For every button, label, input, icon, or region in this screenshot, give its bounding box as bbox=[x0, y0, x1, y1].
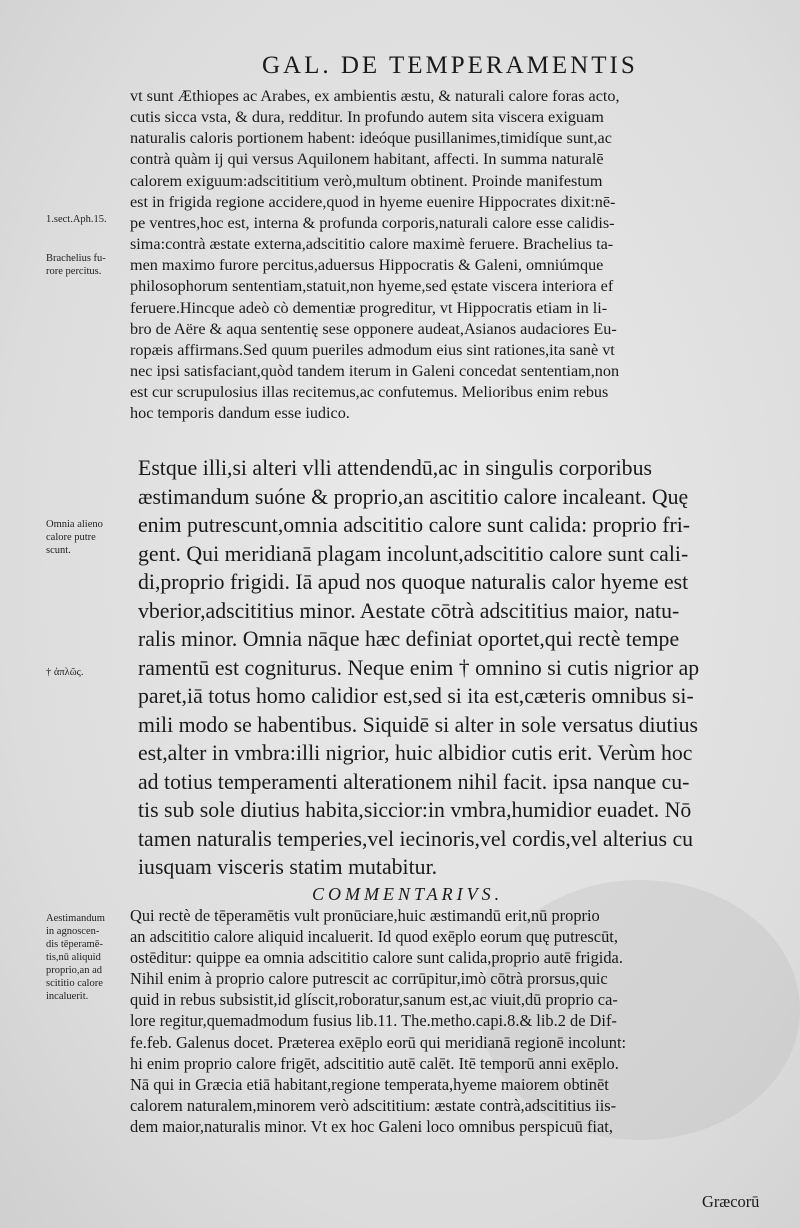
margin-note-omnia-alieno bbox=[46, 518, 103, 557]
text-line: philosophorum sententiam,statuit,non hyeme,sed ęstate viscera interiora ef bbox=[130, 277, 614, 296]
text-line: dis tēperamē- bbox=[46, 939, 103, 950]
text-line: Qui rectè de tēperamētis vult pronūciare,huic æstimandū erit,nū proprio bbox=[130, 906, 600, 925]
text-line: paret,iā totus homo calidior est,sed si ita est,cæteris omnibus si- bbox=[138, 684, 694, 708]
text-line: ostēditur: quippe ea omnia adscititio calore sunt calida,proprio autē frigida. bbox=[130, 948, 623, 968]
text-line: ralis minor. Omnia nāque hæc definiat oportet,qui rectè tempe bbox=[138, 627, 680, 651]
text-line: quid in rebus subsistit,id glíscit,roboratur,sanum est,ac viuit,dū proprio ca- bbox=[130, 990, 618, 1010]
text-line: enim putrescunt,omnia adscititio calore sunt calida: proprio fri- bbox=[138, 513, 691, 537]
margin-note-haplos bbox=[46, 666, 83, 679]
paragraph-1 bbox=[130, 86, 778, 425]
text-line: gent. Qui meridianā plagam incolunt,adscititio calore sunt cali- bbox=[138, 541, 689, 566]
text-line: bro de Aëre & aqua sententię sese opponere audeat,Asianos audaciores Eu- bbox=[130, 319, 617, 338]
text-line: calorem exiguum:adscititium verò,multum obtinent. Proinde manifestum bbox=[130, 171, 603, 190]
text-line: scunt. bbox=[46, 545, 71, 556]
text-line: tis,nū aliquid bbox=[46, 952, 101, 963]
text-line: iusquam visceris statim mutabitur. bbox=[138, 855, 438, 879]
text-line: incaluerit. bbox=[46, 991, 89, 1002]
text-line: calorem naturalem,minorem verò adscititium: æstate contrà,adscititius iis- bbox=[130, 1095, 617, 1115]
text-line: hi enim proprio calore frigēt, adscititio autē calēt. Itē temporū anni exēplo. bbox=[130, 1053, 619, 1073]
text-line: cutis sicca vsta, & dura, redditur. In profundo autem sita viscera exiguam bbox=[130, 108, 604, 127]
text-line: Nā qui in Græcia etiā habitant,regione temperata,hyeme maiorem obtinēt bbox=[130, 1074, 609, 1094]
text-line: est in frigida regione accidere,quod in hyeme euenire Hippocrates dixit:nē- bbox=[130, 192, 616, 211]
text-line: Brachelius fu- bbox=[46, 253, 106, 264]
text-line: est,alter in vmbra:illi nigrior, huic albidior cutis erit. Verùm hoc bbox=[138, 741, 693, 765]
text-line: mili modo se habentibus. Siquidē si alter in sole versatus diutius bbox=[138, 712, 699, 737]
text-line: vt sunt Æthiopes ac Arabes, ex ambientis æstu, & naturali calore foras acto, bbox=[130, 87, 620, 105]
text-line: † ἁπλῶς. bbox=[46, 667, 84, 678]
margin-note-aphorism bbox=[46, 213, 107, 226]
text-line: nec ipsi satisfaciant,quòd tandem iterum in Galeni concedat sententiam,non bbox=[130, 362, 620, 381]
text-line: scititio calore bbox=[46, 978, 103, 989]
text-line: sima:contrà æstate externa,adscititio calore maximè feruere. Brachelius ta- bbox=[130, 235, 614, 254]
text-line: 1.sect.Aph.15. bbox=[46, 214, 107, 225]
commentary-text bbox=[130, 905, 778, 1137]
margin-note-aestimandum bbox=[46, 912, 105, 1003]
text-line: Estque illi,si alteri vlli attendendū,ac in singulis corporibus bbox=[138, 456, 652, 480]
text-line: naturalis caloris portionem habent: ideóque pusillanimes,timidíque sunt,ac bbox=[130, 129, 612, 148]
text-line: fe.feb. Galenus docet. Præterea exēplo eorū qui meridianā regionē incolunt: bbox=[130, 1032, 627, 1052]
text-line: lore regitur,quemadmodum fusius lib.11. The.metho.capi.8.& lib.2 de Dif- bbox=[130, 1011, 617, 1031]
text-line: Omnia alieno bbox=[46, 519, 103, 530]
text-line: calore putre bbox=[46, 532, 96, 543]
text-line: tis sub sole diutius habita,siccior:in vmbra,humidior euadet. Nō bbox=[138, 798, 692, 822]
text-line: men maximo furore percitus,aduersus Hippocratis & Galeni, omniúmque bbox=[130, 256, 604, 275]
text-line: hoc temporis dandum esse iudico. bbox=[130, 404, 350, 423]
text-line: in agnoscen- bbox=[46, 926, 100, 937]
text-line: est cur scrupulosius illas recitemus,ac confutemus. Melioribus enim rebus bbox=[130, 383, 609, 402]
text-line: rore percitus. bbox=[46, 266, 102, 277]
paragraph-2 bbox=[138, 454, 778, 882]
text-line: Nihil enim à proprio calore putrescit ac corrūpitur,imò cōtrà prorsus,quic bbox=[130, 969, 608, 989]
text-line: feruere.Hincque adeò cò dementiæ progreditur, vt Hippocratis etiam in li- bbox=[130, 298, 608, 317]
text-line: contrà quàm ij qui versus Aquilonem habitant, affecti. In summa naturalē bbox=[130, 150, 604, 169]
text-line: proprio,an ad bbox=[46, 965, 102, 976]
text-line: di,proprio frigidi. Iā apud nos quoque naturalis calor hyeme est bbox=[138, 570, 689, 594]
commentary-title: COMMENTARIVS. bbox=[312, 884, 504, 904]
text-line: dem maior,naturalis minor. Vt ex hoc Galeni loco omnibus perspicuū fiat, bbox=[130, 1116, 613, 1136]
text-line: Aestimandum bbox=[46, 913, 105, 924]
text-line: tamen naturalis temperies,vel iecinoris,vel cordis,vel alterius cu bbox=[138, 826, 694, 851]
text-line: ramentū est cogniturus. Neque enim † omnino si cutis nigrior ap bbox=[138, 655, 700, 680]
running-title: GAL. DE TEMPERAMENTIS bbox=[262, 52, 638, 79]
margin-note-brachelius bbox=[46, 252, 106, 278]
text-line: vberior,adscititius minor. Aestate cōtrà adscititius maior, natu- bbox=[138, 598, 680, 623]
text-line: æstimandum suóne & proprio,an ascititio calore incaleant. Quę bbox=[138, 484, 689, 509]
text-line: an adscititio calore aliquid incaluerit. Id quod exēplo eorum quę putrescūt, bbox=[130, 927, 618, 947]
text-line: ropæis affirmans.Sed quum pueriles admodum eius sint rationes,ita sanè vt bbox=[130, 340, 615, 359]
text-line: ad totius temperamenti alterationem nihil facit. ipsa nanque cu- bbox=[138, 769, 690, 794]
catchword: Græcorū bbox=[702, 1192, 760, 1211]
text-line: pe ventres,hoc est, interna & profunda corporis,naturali calore esse calidis- bbox=[130, 213, 615, 232]
